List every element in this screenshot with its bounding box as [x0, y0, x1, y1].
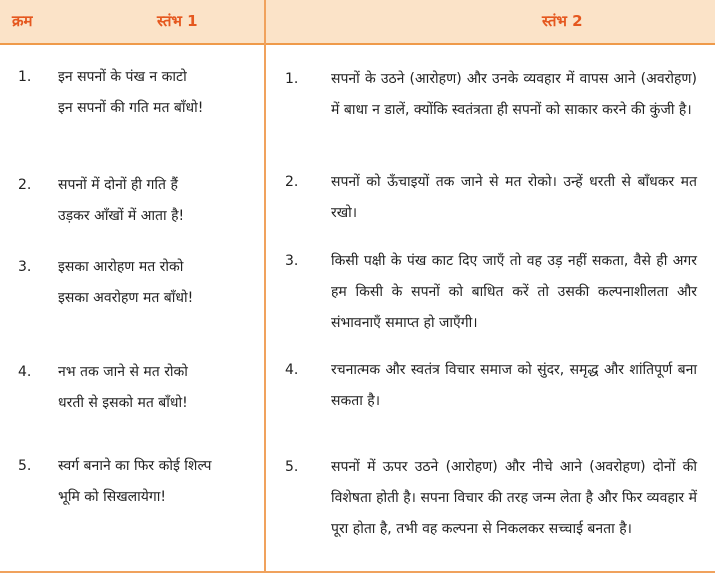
row-4-number-col1: 4.	[18, 364, 32, 380]
row-4-col2-text: रचनात्मक और स्वतंत्र विचार समाज को सुंदर, समृद्ध और शांतिपूर्ण बना सकता है।	[331, 362, 697, 409]
row-3-col1-line1: इसका आरोहण मत रोको	[58, 259, 184, 275]
row-1-number-col2: 1.	[285, 71, 299, 87]
row-2-col2-text: सपनों को ऊँचाइयों तक जाने से मत रोको। उन्हें धरती से बाँधकर मत रखो।	[331, 174, 697, 221]
row-4-col1-line1: नभ तक जाने से मत रोको	[58, 364, 188, 380]
table-bottom-border	[0, 571, 715, 573]
row-5-number-col2: 5.	[285, 459, 299, 475]
row-3-number-col1: 3.	[18, 259, 32, 275]
row-5-col1-line2: भूमि को सिखलायेगा!	[58, 489, 167, 505]
header-column-1: स्तंभ 1	[157, 12, 198, 30]
row-1-number-col1: 1.	[18, 69, 32, 85]
row-4-col1-line2: धरती से इसको मत बाँधो!	[58, 395, 188, 411]
row-1-col1-line2: इन सपनों की गति मत बाँधो!	[58, 100, 204, 116]
row-1-col1-line1: इन सपनों के पंख न काटो	[58, 69, 187, 85]
row-2-number-col2: 2.	[285, 174, 299, 190]
header-column-2: स्तंभ 2	[542, 12, 583, 30]
row-1-col2-text: सपनों के उठने (आरोहण) और उनके व्यवहार में वापस आने (अवरोहण) में बाधा न डालें, क्योंकि स्वतंत्रता ही सपनों को साकार करने की कुंजी है।	[331, 71, 697, 118]
row-3-col2-text: किसी पक्षी के पंख काट दिए जाएँ तो वह उड़ नहीं सकता, वैसे ही अगर हम किसी के सपनों को बाधित करें तो उसकी कल्पनाशीलता और संभावनाएँ समाप्त हो जाएँगी।	[331, 253, 697, 331]
row-2-col1-line2: उड़कर आँखों में आता है!	[58, 208, 185, 224]
row-2-number-col1: 2.	[18, 177, 32, 193]
row-3-number-col2: 3.	[285, 253, 299, 269]
row-3-col1-line2: इसका अवरोहण मत बाँधो!	[58, 290, 194, 306]
row-4-number-col2: 4.	[285, 362, 299, 378]
header-serial: क्रम	[12, 12, 33, 30]
row-2-col1-line1: सपनों में दोनों ही गति हैं	[58, 177, 178, 193]
row-5-col2-text: सपनों में ऊपर उठने (आरोहण) और नीचे आने (अवरोहण) दोनों की विशेषता होती है। सपना विचार की तरह जन्म लेता है और फिर व्यवहार में पूरा होता है, तभी वह कल्पना से निकलकर सच्चाई बनता है।	[331, 459, 697, 537]
column-divider	[264, 0, 266, 572]
row-5-col1-line1: स्वर्ग बनाने का फिर कोई शिल्प	[58, 458, 212, 474]
table-header	[0, 0, 715, 45]
row-5-number-col1: 5.	[18, 458, 32, 474]
